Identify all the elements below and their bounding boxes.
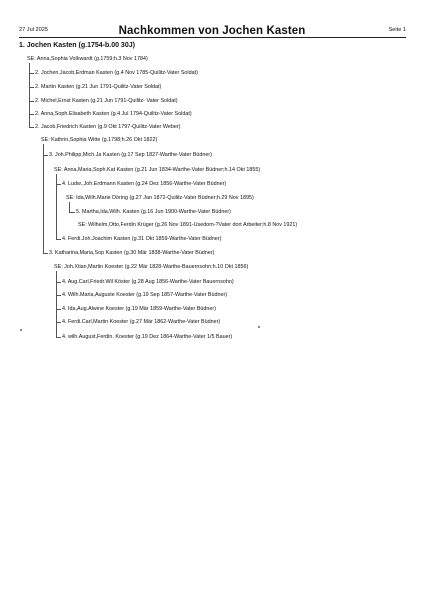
tree-connector	[29, 101, 34, 102]
tree-connector	[56, 239, 61, 240]
child-entry: 5. Martha,Ida.Wilh. Kasten (g.16 Jun 1900-Warthe-Vater Büdner)	[76, 209, 231, 215]
child-entry: 3. Katharina,Maria,Sop Kasten (g.30 Mär 1838-Warthe-Vater Büdner)	[49, 250, 215, 256]
tree-connector	[56, 309, 61, 310]
scan-mark	[20, 329, 22, 331]
child-entry: 4. Ida,Aug.Alwine Koester (g.19 Mär 1859-Warthe-Vater Büdner)	[62, 306, 217, 312]
child-entry: 2. Jacob,Friedrich Kasten (g.9 Okt 1797-Quilitz-Vater Weber)	[35, 124, 181, 130]
header-rule	[19, 37, 406, 38]
spouse-entry: SE: Anna,Sophia Volkwardt (g.1759;h.3 Nov 1784)	[27, 56, 148, 62]
spouse-entry: SE: Wilhelm,Otto,Ferdin Krüger (g.26 Nov 1891-Usedom-?Vater dort Arbeiter;h.8 Nov 1921)	[78, 222, 298, 228]
tree-connector	[43, 144, 44, 253]
page-number: Seite 1	[388, 27, 406, 33]
child-entry: 4. Wilh.Maria,Auguste Koester (g.19 Sep 1857-Warthe-Vater Büdner)	[62, 292, 228, 298]
child-entry: 2. Michel,Ernst Kasten (g.21 Jun 1791-Quilitz- Vater Soldat)	[35, 98, 178, 104]
scan-mark	[258, 326, 260, 328]
spouse-entry: SE: Ida,Wilh.Marie Döring (g.27 Jan 1872-Quilitz-Vater Büdner;h.29 Nov 1895)	[66, 195, 254, 201]
child-entry: 4. Ludw.,Joh.Erdmann Kasten (g.24 Dez 1856-Warthe-Vater Büdner)	[62, 181, 227, 187]
child-entry: 4. Ferdi.Carl,Martin Koester (g.27 Mär 1862-Warthe-Vater Büdner)	[62, 319, 221, 325]
tree-connector	[43, 253, 48, 254]
child-entry: 2. Anna,Soph.Elisabeth Kasten (g.4 Jul 1794-Quilitz-Vater Soldat)	[35, 111, 192, 117]
child-entry: 4. Aug.Carl,Friedr.Wil Köster (g.28 Aug 1856-Warthe-Vater Bauernsohn)	[62, 279, 234, 285]
tree-connector	[56, 322, 61, 323]
spouse-entry: SE: Kathrin,Sophia Witte (g.1798;h.26 Okt 1822)	[41, 137, 158, 143]
tree-connector	[69, 202, 70, 212]
tree-connector	[56, 295, 61, 296]
child-entry: 4. wilh.August,Ferdin. Koester (g.19 Dez 1864-Warthe-Vater 1/5 Bauer)	[62, 334, 233, 340]
tree-connector	[56, 337, 61, 338]
child-entry: 4. Ferdi.Joh.Joachim Kasten (g.31 Okt 1859-Warthe-Vater Büdner)	[62, 236, 222, 242]
report-date: 27 Jul 2025	[19, 27, 48, 33]
tree-connector	[29, 114, 34, 115]
tree-connector	[29, 127, 34, 128]
tree-connector	[56, 282, 61, 283]
report-title: Nachkommen von Jochen Kasten	[118, 25, 306, 37]
tree-connector	[69, 212, 75, 213]
tree-connector	[56, 184, 61, 185]
tree-connector	[29, 87, 34, 88]
tree-connector	[43, 155, 48, 156]
spouse-entry: SE: Joh.Xtian,Martin Koester (g.22 Mär 1828-Warthe-Bauernsohn;h.10 Okt 1856)	[54, 264, 249, 270]
spouse-entry: SE: Anna,Maria,Soph.Kat Kasten (g.21 Jun 1834-Warthe-Vater Büdner;h.14 Okt 1855)	[54, 167, 261, 173]
tree-connector	[56, 271, 57, 337]
root-person: 1. Jochen Kasten (g.1754-b.00 30J)	[19, 42, 135, 49]
child-entry: 2. Martin Kasten (g.21 Jun 1791-Quilitz-Vater Soldat)	[35, 84, 162, 90]
child-entry: 2. Jochen,Jacob,Erdman Kasten (g.4 Nov 1785-Quilitz-Vater Soldat)	[35, 70, 198, 76]
tree-connector	[29, 73, 34, 74]
child-entry: 3. Joh.Philipp,Mich.Ja Kasten (g.17 Sep 1827-Warthe-Vater Büdner)	[49, 152, 213, 158]
